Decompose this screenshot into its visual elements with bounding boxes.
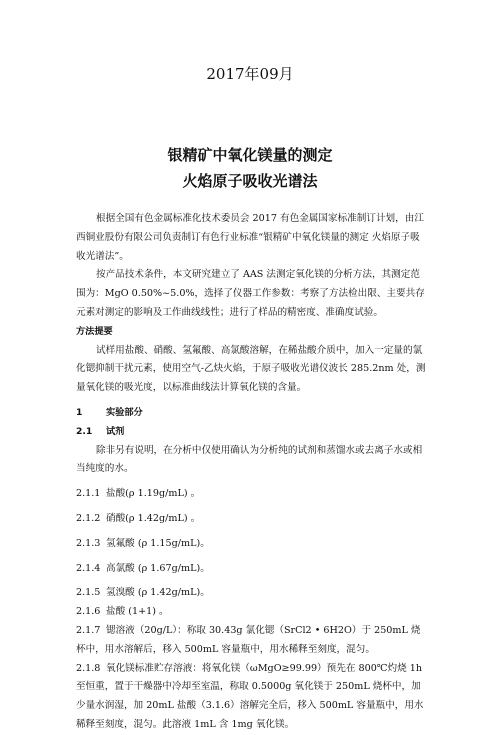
reagent-number: 2.1.3 bbox=[76, 537, 101, 549]
reagent-text: 氢氟酸 (ρ 1.15g/mL)。 bbox=[106, 537, 210, 549]
reagent-number: 2.1.2 bbox=[76, 512, 101, 524]
reagent-text: 盐酸 (1+1) 。 bbox=[106, 606, 169, 618]
reagent-item bbox=[76, 510, 428, 529]
intro-paragraph-2: 按产品技术条件，本文研究建立了 AAS 法测定氧化镁的分析方法，其测定范围为：MgO 0.50%~5.0%，选择了仪器工作参数：考察了方法检出限、主要共存元素对测定的影响及工作曲线线性；进行了样品的精密度、准确度试验。 bbox=[76, 269, 425, 318]
reagent-text: 盐酸(ρ 1.19g/mL) 。 bbox=[106, 488, 201, 500]
section-heading-2-1 bbox=[76, 423, 428, 442]
section-heading-1 bbox=[76, 404, 428, 423]
summary-heading: 方法提要 bbox=[76, 325, 113, 337]
reagent-number: 2.1.8 bbox=[76, 662, 101, 674]
reagent-text: 硝酸(ρ 1.42g/mL) 。 bbox=[106, 512, 201, 524]
section-number: 2.1 bbox=[76, 425, 93, 437]
document-body bbox=[76, 210, 428, 735]
section-title: 试剂 bbox=[106, 425, 125, 437]
section-title: 实验部分 bbox=[106, 406, 143, 418]
reagent-number: 2.1.1 bbox=[76, 488, 101, 500]
reagent-item bbox=[76, 535, 428, 554]
reagent-number: 2.1.4 bbox=[76, 562, 101, 574]
reagent-text: 高氯酸 (ρ 1.67g/mL)。 bbox=[106, 562, 210, 574]
document-title-line2: 火焰原子吸收光谱法 bbox=[182, 172, 318, 190]
reagent-number: 2.1.6 bbox=[76, 606, 101, 618]
reagent-text: 锶溶液（20g/L）：称取 30.43g 氯化锶（SrCl2 • 6H2O）于 250mL 烧杯中，用水溶解后，移入 500mL 容量瓶中，用水稀释至刻度，混匀。 bbox=[76, 624, 421, 655]
section-number: 1 bbox=[76, 406, 83, 418]
reagent-item bbox=[76, 603, 428, 622]
reagent-item bbox=[76, 485, 428, 504]
document-title-line1: 银精矿中氧化镁量的测定 bbox=[167, 146, 333, 164]
summary-paragraph: 试样用盐酸、硝酸、氢氟酸、高氯酸溶解，在稀盐酸介质中，加入一定量的氯化锶抑制干扰元素，使用空气-乙炔火焰，于原子吸收光谱仪波长 285.2nm 处，测量氧化镁的吸光度，以标准曲线法计算氧化镁的含量。 bbox=[76, 344, 426, 394]
reagent-intro: 除非另有说明，在分析中仅使用确认为分析纯的试剂和蒸馏水或去离子水或相当纯度的水。 bbox=[76, 444, 423, 475]
reagent-item bbox=[76, 560, 428, 579]
reagent-item bbox=[76, 622, 428, 660]
intro-paragraph-1: 根据全国有色金属标准化技术委员会 2017 有色金属国家标准制订计划，由江西铜业股份有限公司负责制订有色行业标准“银精矿中氧化镁量的测定 火焰原子吸收光谱法”。 bbox=[76, 213, 424, 262]
reagent-number: 2.1.5 bbox=[76, 587, 101, 599]
reagent-item bbox=[76, 584, 428, 603]
reagent-number: 2.1.7 bbox=[76, 624, 101, 636]
reagent-text: 氧化镁标准贮存溶液：将氧化镁（ωMgO≥99.99）预先在 800℃灼烧 1h 至恒重，置于干燥器中冷却至室温，称取 0.5000g 氧化镁于 250mL 烧杯中，加少量水润湿，加 20mL 盐酸（3.1.6）溶解完全后，移入 500mL 容量瓶中，用水稀释至刻度，混匀。此溶液 1mL 含 1mg 氧化镁。 bbox=[76, 662, 424, 730]
reagent-text: 氢溴酸 (ρ 1.42g/mL)。 bbox=[106, 587, 210, 599]
document-date: 2017年09月 bbox=[206, 65, 294, 83]
reagent-item bbox=[76, 660, 428, 735]
